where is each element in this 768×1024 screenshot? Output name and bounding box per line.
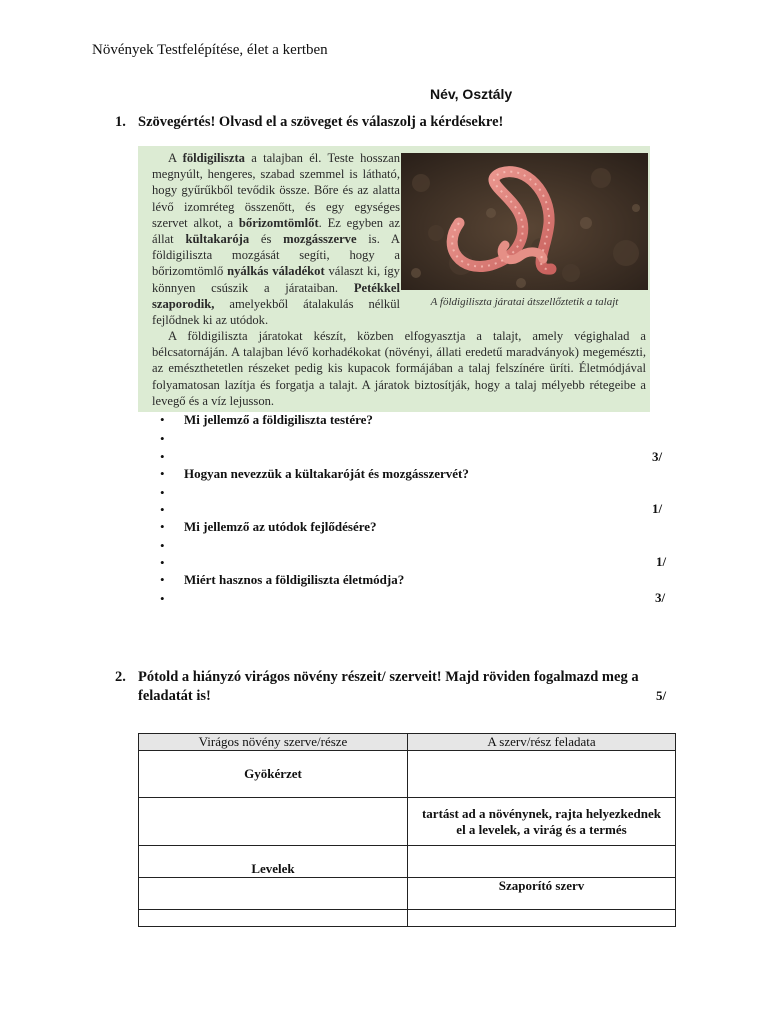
plant-organs-table	[138, 733, 676, 927]
question-bullet	[160, 519, 165, 535]
earthworm-photo	[401, 153, 648, 290]
question-bullet	[160, 572, 165, 588]
question-3-score: 1/	[656, 554, 667, 569]
passage-full-text: A földigiliszta járatokat készít, közben elfogyasztja a talajt, amely végighalad a bélcsatornáján. A talajban lévő korhadékokat (növényi, állati eredetű maradványok) megemészti, az emészthetetlen részeket pedig kis kupacok formájában a talaj felszínére üríti. Életmódjával folyamatosan lazítja és forgatja a talajt. A járatok biztosítják, hogy a talaj mélyebb rétegeibe a levegő és a víz lejusson.	[152, 329, 646, 408]
question-3: Mi jellemző az utódok fejlődésére?	[184, 519, 377, 534]
passage-keyword: bőrizomtömlőt	[238, 215, 319, 230]
table-cell[interactable]: Szaporító szerv	[408, 878, 676, 910]
table-row	[139, 751, 676, 798]
task2-score: 5/	[656, 688, 667, 703]
passage-keyword: földigiliszta	[182, 151, 245, 165]
question-2-score: 1/	[652, 501, 663, 516]
table-cell[interactable]	[139, 798, 408, 846]
name-class-label: Név, Osztály	[430, 86, 513, 102]
task2-instruction-line1: Pótold a hiányzó virágos növény részeit/ szerveit! Majd röviden fogalmazd meg a	[138, 669, 639, 685]
answer-line	[160, 431, 165, 447]
question-bullet	[160, 466, 165, 482]
passage-keyword: nyálkás váladékot	[227, 264, 325, 279]
question-1-score: 3/	[652, 449, 663, 464]
table-row	[139, 910, 676, 927]
answer-line	[160, 502, 165, 518]
table-cell[interactable]	[408, 751, 676, 798]
table-cell[interactable]: Levelek	[139, 846, 408, 878]
task2-number: 2.	[115, 669, 126, 685]
passage-keyword: mozgásszerve	[283, 232, 357, 247]
passage-keyword: kültakarója	[185, 232, 250, 247]
answer-line	[160, 538, 165, 554]
question-bullet	[160, 412, 165, 428]
table-header: Virágos növény szerve/része	[139, 734, 408, 751]
question-2: Hogyan nevezzük a kültakaróját és mozgásszervét?	[184, 466, 469, 481]
table-cell[interactable]	[408, 910, 676, 927]
passage-keyword: Petékkel szaporodik,	[152, 280, 400, 311]
table-cell[interactable]: Gyökérzet	[139, 751, 408, 798]
answer-line	[160, 449, 165, 465]
table-row	[139, 846, 676, 878]
table-row	[139, 878, 676, 910]
task1-number: 1.	[115, 114, 126, 130]
answer-line	[160, 485, 165, 501]
table-header-row	[139, 734, 676, 751]
question-4-score: 3/	[655, 590, 666, 605]
photo-caption: A földigiliszta járatai átszellőztetik a talajt	[430, 296, 619, 308]
table-header: A szerv/rész feladata	[408, 734, 676, 751]
answer-line	[160, 591, 165, 607]
document-title: Növények Testfelépítése, élet a kertben	[92, 42, 328, 58]
question-4: Miért hasznos a földigiliszta életmódja?	[184, 572, 405, 587]
task2-instruction-line2: feladatát is!	[138, 688, 211, 704]
table-cell[interactable]	[408, 846, 676, 878]
answer-line	[160, 555, 165, 571]
reading-passage	[138, 146, 650, 412]
task1-instruction: Szövegértés! Olvasd el a szöveget és válaszolj a kérdésekre!	[138, 114, 504, 130]
passage-column-text: A földigiliszta a talajban él. Teste hosszan megnyúlt, hengeres, szabad szemmel is látható, hogy gyűrűkből tevődik össze. Bőre és az alatta lévő izomréteg összenőtt, és egy egységes szervet alkot, a bőrizomtömlőt. Ez egyben az állat kültakarója és mozgásszerve is. A földigiliszta mozgását segíti, hogy a bőrizomtömlő nyálkás váladékot választ ki, így könnyen csúszik a járataiban. Petékkel szaporodik, amelyekből átalakulás nélkül fejlődnek ki az utódok.	[152, 151, 401, 328]
table-cell[interactable]	[139, 878, 408, 910]
question-1: Mi jellemző a földigiliszta testére?	[184, 412, 373, 427]
table-cell[interactable]	[139, 910, 408, 927]
table-row	[139, 798, 676, 846]
table-cell[interactable]: tartást ad a növénynek, rajta helyezkednek el a levelek, a virág és a termés	[408, 798, 676, 846]
